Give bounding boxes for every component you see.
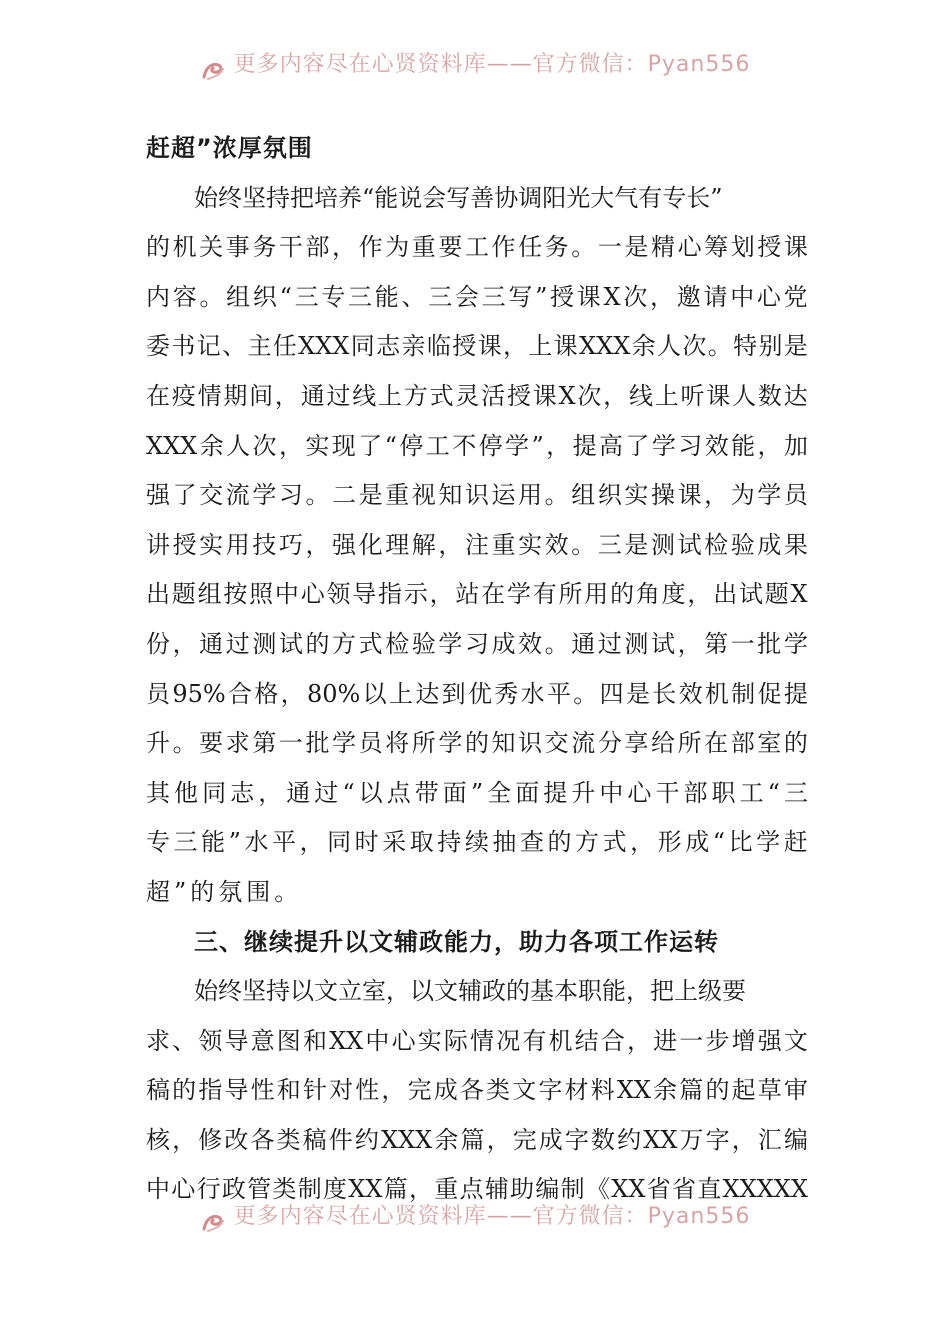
- text-line: 稿 的 指 导 性 和 针 对 性 ， 完 成 各 类 文 字 材 料 XX 余 篇 的 起 草 审: [146, 1076, 808, 1105]
- text-line: 始终坚持把培养“能说会写善协调阳光大气有专长”: [194, 183, 723, 212]
- text-line: 出 题 组 按 照 中 心 领 导 指 示 ， 站 在 学 有 所 用 的 角 度 ， 出 试 题 X: [146, 580, 808, 609]
- text-line: 求 、 领 导 意 图 和 XX 中 心 实 际 情 况 有 机 结 合 ， 进 一 步 增 强 文: [146, 1026, 808, 1055]
- watermark-header: [0, 50, 950, 90]
- text-line: 委 书 记 、 主 任 XXX 同 志 亲 临 授 课 ， 上 课 XXX 余 人 次 。 特 别 是: [146, 332, 808, 361]
- text-line: XXX 余 人 次 ， 实 现 了 “ 停 工 不 停 学 ” ， 提 高 了 学 习 效 能 ， 加: [146, 431, 808, 460]
- text-line: 员 95% 合 格 ， 80% 以 上 达 到 优 秀 水 平 。 四 是 长 效 机 制 促 提: [146, 679, 808, 708]
- watermark-text: 更多内容尽在心贤资料库——官方微信：Pyan556: [233, 51, 751, 77]
- text-line: 份 ， 通 过 测 试 的 方 式 检 验 学 习 成 效 。 通 过 测 试 ， 第 一 批 学: [146, 629, 808, 658]
- watermark-footer: [0, 1202, 950, 1242]
- text-line: 始终坚持以文立室，以文辅政的基本职能，把上级要: [194, 977, 746, 1006]
- text-line: 三、继续提升以文辅政能力，助力各项工作运转: [194, 927, 719, 956]
- text-line: 核 ， 修 改 各 类 稿 件 约 XXX 余 篇 ， 完 成 字 数 约 XX 万 字 ， 汇 编: [146, 1125, 808, 1154]
- text-line: 超”的氛围。: [146, 877, 303, 906]
- text-line: 其 他 同 志 ， 通 过 “ 以 点 带 面 ” 全 面 提 升 中 心 干 部 职 工 “ 三: [146, 778, 808, 807]
- text-line: 讲 授 实 用 技 巧 ， 强 化 理 解 ， 注 重 实 效 。 三 是 测 试 检 验 成 果: [146, 530, 808, 559]
- text-line: 赶超”浓厚氛围: [146, 134, 313, 162]
- text-line: 升 。 要 求 第 一 批 学 员 将 所 学 的 知 识 交 流 分 享 给 所 在 部 室 的: [146, 729, 808, 758]
- text-line: 强 了 交 流 学 习 。 二 是 重 视 知 识 运 用 。 组 织 实 操 课 ， 为 学 员: [146, 481, 808, 510]
- watermark-text: 更多内容尽在心贤资料库——官方微信：Pyan556: [233, 1203, 751, 1229]
- text-line: 的 机 关 事 务 干 部 ， 作 为 重 要 工 作 任 务 。 一 是 精 心 筹 划 授 课: [146, 233, 808, 262]
- text-line: 在 疫 情 期 间 ， 通 过 线 上 方 式 灵 活 授 课 X 次 ， 线 上 听 课 人 数 达: [146, 381, 808, 410]
- document-body: [146, 124, 808, 1215]
- text-line: 内 容 。 组 织 “ 三 专 三 能 、 三 会 三 写 ” 授 课 X 次 ， 邀 请 中 心 党: [146, 282, 808, 311]
- ribbon-logo-icon: [200, 57, 226, 83]
- text-line: 中 心 行 政 管 类 制 度 XX 篇 ， 重 点 辅 助 编 制 《 XX 省 省 直 XXXXX: [146, 1175, 808, 1204]
- ribbon-logo-icon: [200, 1209, 226, 1235]
- text-line: 专 三 能 ” 水 平 ， 同 时 采 取 持 续 抽 查 的 方 式 ， 形 成 “ 比 学 赶: [146, 828, 808, 857]
